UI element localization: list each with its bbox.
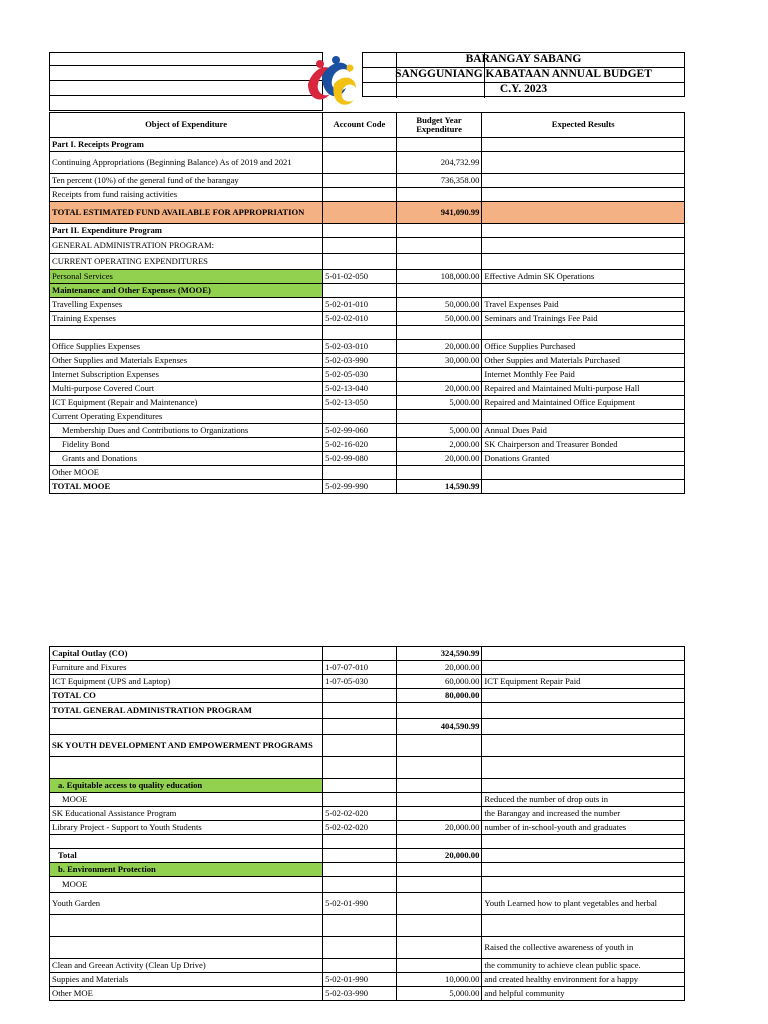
row-object: Furniture and Fixures bbox=[50, 661, 323, 675]
table-row bbox=[50, 675, 685, 689]
row-account-code bbox=[323, 835, 397, 849]
table-row bbox=[50, 661, 685, 675]
row-object: ICT Equipment (Repair and Maintenance) bbox=[50, 396, 323, 410]
row-budget-amount: 20,000.00 bbox=[396, 340, 482, 354]
bottom-rows bbox=[50, 647, 685, 1001]
row-budget-amount bbox=[396, 807, 482, 821]
row-budget-amount bbox=[396, 893, 482, 915]
row-account-code bbox=[323, 188, 397, 202]
row-object: Suppies and Materials bbox=[50, 973, 323, 987]
row-budget-amount: 50,000.00 bbox=[396, 298, 482, 312]
row-account-code: 5-02-02-010 bbox=[323, 312, 397, 326]
row-account-code bbox=[323, 174, 397, 188]
table-row bbox=[50, 340, 685, 354]
row-budget-amount bbox=[396, 238, 482, 254]
row-object: Internet Subscription Expenses bbox=[50, 368, 323, 382]
row-budget-amount: 20,000.00 bbox=[396, 452, 482, 466]
row-expected-result bbox=[482, 863, 685, 877]
row-account-code bbox=[323, 719, 397, 735]
row-budget-amount: 941,090.99 bbox=[396, 202, 482, 224]
row-budget-amount: 20,000.00 bbox=[396, 821, 482, 835]
row-budget-amount: 14,590.99 bbox=[396, 480, 482, 494]
row-budget-amount bbox=[396, 937, 482, 959]
row-expected-result: Donations Granted bbox=[482, 452, 685, 466]
row-budget-amount bbox=[396, 703, 482, 719]
row-object: Current Operating Expenditures bbox=[50, 410, 323, 424]
row-expected-result bbox=[482, 703, 685, 719]
row-object: b. Environment Protection bbox=[50, 863, 323, 877]
row-budget-amount: 80,000.00 bbox=[396, 689, 482, 703]
row-account-code: 5-02-02-020 bbox=[323, 821, 397, 835]
row-budget-amount: 5,000.00 bbox=[396, 987, 482, 1001]
row-account-code bbox=[323, 849, 397, 863]
row-expected-result bbox=[482, 466, 685, 480]
row-account-code bbox=[323, 284, 397, 298]
row-budget-amount bbox=[396, 188, 482, 202]
row-object: ICT Equipment (UPS and Laptop) bbox=[50, 675, 323, 689]
row-budget-amount: 50,000.00 bbox=[396, 312, 482, 326]
table-row bbox=[50, 368, 685, 382]
row-expected-result bbox=[482, 689, 685, 703]
table-row bbox=[50, 915, 685, 937]
row-object bbox=[50, 915, 323, 937]
row-object: Travelling Expenses bbox=[50, 298, 323, 312]
row-budget-amount bbox=[396, 793, 482, 807]
row-account-code bbox=[323, 959, 397, 973]
row-budget-amount bbox=[396, 757, 482, 779]
table-row bbox=[50, 382, 685, 396]
row-object: Other MOOE bbox=[50, 466, 323, 480]
table-row bbox=[50, 689, 685, 703]
row-account-code: 5-02-13-040 bbox=[323, 382, 397, 396]
row-account-code: 5-01-02-050 bbox=[323, 270, 397, 284]
table-row bbox=[50, 735, 685, 757]
table-row bbox=[50, 312, 685, 326]
row-object: TOTAL ESTIMATED FUND AVAILABLE FOR APPROPRIATION bbox=[50, 202, 323, 224]
row-expected-result bbox=[482, 410, 685, 424]
column-header-row bbox=[50, 113, 685, 138]
row-account-code: 5-02-03-990 bbox=[323, 987, 397, 1001]
table-row bbox=[50, 719, 685, 735]
table-row bbox=[50, 703, 685, 719]
row-expected-result bbox=[482, 735, 685, 757]
row-budget-amount bbox=[396, 959, 482, 973]
row-account-code bbox=[323, 877, 397, 893]
row-account-code bbox=[323, 152, 397, 174]
row-expected-result: the Barangay and increased the number bbox=[482, 807, 685, 821]
row-account-code bbox=[323, 779, 397, 793]
row-expected-result bbox=[482, 719, 685, 735]
col-results-header: Expected Results bbox=[482, 113, 685, 138]
table-row bbox=[50, 849, 685, 863]
row-account-code: 5-02-01-990 bbox=[323, 973, 397, 987]
row-object bbox=[50, 719, 323, 735]
table-row bbox=[50, 821, 685, 835]
row-object: Grants and Donations bbox=[50, 452, 323, 466]
table-row bbox=[50, 438, 685, 452]
row-budget-amount bbox=[396, 138, 482, 152]
col-budget-header: Budget Year Expenditure bbox=[396, 113, 482, 138]
row-expected-result bbox=[482, 284, 685, 298]
row-object: Fidelity Bond bbox=[50, 438, 323, 452]
col-account-header: Account Code bbox=[323, 113, 397, 138]
table-row bbox=[50, 452, 685, 466]
table-row bbox=[50, 793, 685, 807]
row-object bbox=[50, 326, 323, 340]
row-account-code bbox=[323, 410, 397, 424]
row-account-code: 5-02-03-990 bbox=[323, 354, 397, 368]
row-object: CURRENT OPERATING EXPENDITURES bbox=[50, 254, 323, 270]
row-account-code bbox=[323, 689, 397, 703]
row-account-code: 5-02-99-990 bbox=[323, 480, 397, 494]
row-object: SK Educational Assistance Program bbox=[50, 807, 323, 821]
row-expected-result bbox=[482, 174, 685, 188]
row-account-code bbox=[323, 735, 397, 757]
table-row bbox=[50, 480, 685, 494]
row-expected-result bbox=[482, 254, 685, 270]
row-expected-result: number of in-school-youth and graduates bbox=[482, 821, 685, 835]
row-expected-result: Reduced the number of drop outs in bbox=[482, 793, 685, 807]
row-object: Office Supplies Expenses bbox=[50, 340, 323, 354]
row-account-code bbox=[323, 937, 397, 959]
row-budget-amount: 20,000.00 bbox=[396, 382, 482, 396]
row-object: Multi-purpose Covered Court bbox=[50, 382, 323, 396]
row-budget-amount bbox=[396, 466, 482, 480]
row-budget-amount bbox=[396, 326, 482, 340]
row-object: Membership Dues and Contributions to Organizations bbox=[50, 424, 323, 438]
row-object: Library Project - Support to Youth Students bbox=[50, 821, 323, 835]
row-expected-result bbox=[482, 138, 685, 152]
row-object: Total bbox=[50, 849, 323, 863]
table-row bbox=[50, 987, 685, 1001]
table-row bbox=[50, 410, 685, 424]
row-object: SK YOUTH DEVELOPMENT AND EMPOWERMENT PROGRAMS bbox=[50, 735, 323, 757]
row-object: a. Equitable access to quality education bbox=[50, 779, 323, 793]
header-line-2: SANGGUNIANG KABATAAN ANNUAL BUDGET bbox=[395, 68, 652, 80]
row-account-code bbox=[323, 326, 397, 340]
row-account-code: 5-02-03-010 bbox=[323, 340, 397, 354]
row-budget-amount bbox=[396, 915, 482, 937]
row-expected-result bbox=[482, 661, 685, 675]
row-expected-result bbox=[482, 152, 685, 174]
row-object bbox=[50, 835, 323, 849]
table-row bbox=[50, 466, 685, 480]
row-account-code: 5-02-99-060 bbox=[323, 424, 397, 438]
table-row bbox=[50, 893, 685, 915]
table-row bbox=[50, 224, 685, 238]
table-row bbox=[50, 647, 685, 661]
row-expected-result bbox=[482, 757, 685, 779]
row-expected-result bbox=[482, 188, 685, 202]
row-budget-amount: 30,000.00 bbox=[396, 354, 482, 368]
row-object: Training Expenses bbox=[50, 312, 323, 326]
sk-logo-icon bbox=[300, 54, 362, 110]
row-account-code: 5-02-01-990 bbox=[323, 893, 397, 915]
table-row bbox=[50, 326, 685, 340]
row-budget-amount: 736,358.00 bbox=[396, 174, 482, 188]
row-budget-amount: 108,000.00 bbox=[396, 270, 482, 284]
row-budget-amount: 5,000.00 bbox=[396, 396, 482, 410]
row-expected-result: Raised the collective awareness of youth in bbox=[482, 937, 685, 959]
row-object: MOOE bbox=[50, 793, 323, 807]
table-row bbox=[50, 354, 685, 368]
row-expected-result bbox=[482, 202, 685, 224]
row-expected-result: Repaired and Maintained Office Equipment bbox=[482, 396, 685, 410]
table-row bbox=[50, 877, 685, 893]
row-budget-amount: 10,000.00 bbox=[396, 973, 482, 987]
row-object: Youth Garden bbox=[50, 893, 323, 915]
row-budget-amount bbox=[396, 368, 482, 382]
row-object: Maintenance and Other Expenses (MOOE) bbox=[50, 284, 323, 298]
row-object: Clean and Greean Activity (Clean Up Drive) bbox=[50, 959, 323, 973]
row-budget-amount bbox=[396, 735, 482, 757]
row-account-code: 1-07-07-010 bbox=[323, 661, 397, 675]
row-expected-result: SK Chairperson and Treasurer Bonded bbox=[482, 438, 685, 452]
row-account-code: 1-07-05-030 bbox=[323, 675, 397, 689]
row-expected-result bbox=[482, 238, 685, 254]
table-row bbox=[50, 757, 685, 779]
row-object: TOTAL MOOE bbox=[50, 480, 323, 494]
row-expected-result bbox=[482, 224, 685, 238]
row-account-code: 5-02-99-080 bbox=[323, 452, 397, 466]
row-object: TOTAL CO bbox=[50, 689, 323, 703]
row-budget-amount: 404,590.99 bbox=[396, 719, 482, 735]
row-expected-result bbox=[482, 835, 685, 849]
table-row bbox=[50, 238, 685, 254]
row-expected-result: Other Suppies and Materials Purchased bbox=[482, 354, 685, 368]
table-row bbox=[50, 807, 685, 821]
row-budget-amount: 20,000.00 bbox=[396, 661, 482, 675]
table-row bbox=[50, 254, 685, 270]
row-object: Personal Services bbox=[50, 270, 323, 284]
row-object: Ten percent (10%) of the general fund of the barangay bbox=[50, 174, 323, 188]
row-expected-result: Youth Learned how to plant vegetables and herbal bbox=[482, 893, 685, 915]
row-budget-amount bbox=[396, 284, 482, 298]
row-budget-amount bbox=[396, 877, 482, 893]
row-account-code: 5-02-05-030 bbox=[323, 368, 397, 382]
row-account-code bbox=[323, 793, 397, 807]
row-account-code: 5-02-02-020 bbox=[323, 807, 397, 821]
row-account-code bbox=[323, 703, 397, 719]
row-account-code bbox=[323, 138, 397, 152]
row-budget-amount: 20,000.00 bbox=[396, 849, 482, 863]
col-object-header: Object of Expenditure bbox=[50, 113, 323, 138]
row-account-code bbox=[323, 238, 397, 254]
row-budget-amount bbox=[396, 254, 482, 270]
table-row bbox=[50, 863, 685, 877]
row-object: Continuing Appropriations (Beginning Balance) As of 2019 and 2021 bbox=[50, 152, 323, 174]
row-object bbox=[50, 937, 323, 959]
row-object: Other Supplies and Materials Expenses bbox=[50, 354, 323, 368]
header-line-1: BARANGAY SABANG bbox=[465, 53, 582, 65]
row-budget-amount bbox=[396, 410, 482, 424]
row-expected-result: Annual Dues Paid bbox=[482, 424, 685, 438]
row-object: GENERAL ADMINISTRATION PROGRAM: bbox=[50, 238, 323, 254]
row-expected-result: and created healthy environment for a happy bbox=[482, 973, 685, 987]
table-row bbox=[50, 188, 685, 202]
row-expected-result: Internet Monthly Fee Paid bbox=[482, 368, 685, 382]
row-account-code bbox=[323, 466, 397, 480]
table-row bbox=[50, 202, 685, 224]
table-row bbox=[50, 298, 685, 312]
table-row bbox=[50, 779, 685, 793]
row-expected-result: Effective Admin SK Operations bbox=[482, 270, 685, 284]
row-object: Part II. Expenditure Program bbox=[50, 224, 323, 238]
row-budget-amount: 2,000.00 bbox=[396, 438, 482, 452]
table-row bbox=[50, 959, 685, 973]
row-account-code bbox=[323, 224, 397, 238]
table-row bbox=[50, 396, 685, 410]
table-row bbox=[50, 152, 685, 174]
table-row bbox=[50, 937, 685, 959]
row-budget-amount bbox=[396, 779, 482, 793]
budget-table-bottom bbox=[49, 646, 685, 1001]
row-account-code bbox=[323, 863, 397, 877]
row-account-code bbox=[323, 915, 397, 937]
table-row bbox=[50, 138, 685, 152]
table-row bbox=[50, 424, 685, 438]
row-object: MOOE bbox=[50, 877, 323, 893]
table-row bbox=[50, 835, 685, 849]
row-expected-result bbox=[482, 849, 685, 863]
row-budget-amount bbox=[396, 835, 482, 849]
row-budget-amount bbox=[396, 224, 482, 238]
row-expected-result bbox=[482, 877, 685, 893]
row-expected-result bbox=[482, 480, 685, 494]
row-budget-amount bbox=[396, 863, 482, 877]
header-line-3: C.Y. 2023 bbox=[499, 83, 548, 95]
row-expected-result: the community to achieve clean public space. bbox=[482, 959, 685, 973]
row-object: Other MOE bbox=[50, 987, 323, 1001]
row-account-code: 5-02-13-050 bbox=[323, 396, 397, 410]
table-row bbox=[50, 270, 685, 284]
row-object: Part I. Receipts Program bbox=[50, 138, 323, 152]
table-row bbox=[50, 174, 685, 188]
row-object: Capital Outlay (CO) bbox=[50, 647, 323, 661]
row-expected-result: Office Supplies Purchased bbox=[482, 340, 685, 354]
row-expected-result: and helpful community bbox=[482, 987, 685, 1001]
row-expected-result: ICT Equipment Repair Paid bbox=[482, 675, 685, 689]
row-account-code: 5-02-16-020 bbox=[323, 438, 397, 452]
row-budget-amount: 60,000.00 bbox=[396, 675, 482, 689]
row-expected-result bbox=[482, 326, 685, 340]
row-expected-result bbox=[482, 647, 685, 661]
row-budget-amount: 204,732.99 bbox=[396, 152, 482, 174]
row-expected-result: Repaired and Maintained Multi-purpose Hall bbox=[482, 382, 685, 396]
row-expected-result: Seminars and Trainings Fee Paid bbox=[482, 312, 685, 326]
top-rows bbox=[50, 138, 685, 494]
row-expected-result bbox=[482, 779, 685, 793]
table-row bbox=[50, 284, 685, 298]
row-account-code bbox=[323, 757, 397, 779]
table-row bbox=[50, 973, 685, 987]
row-account-code: 5-02-01-010 bbox=[323, 298, 397, 312]
row-expected-result bbox=[482, 915, 685, 937]
row-object: Receipts from fund raising activities bbox=[50, 188, 323, 202]
row-account-code bbox=[323, 647, 397, 661]
row-budget-amount: 324,590.99 bbox=[396, 647, 482, 661]
row-object bbox=[50, 757, 323, 779]
row-account-code bbox=[323, 254, 397, 270]
row-account-code bbox=[323, 202, 397, 224]
budget-table-top bbox=[49, 112, 685, 494]
row-expected-result: Travel Expenses Paid bbox=[482, 298, 685, 312]
row-budget-amount: 5,000.00 bbox=[396, 424, 482, 438]
row-object: TOTAL GENERAL ADMINISTRATION PROGRAM bbox=[50, 703, 323, 719]
